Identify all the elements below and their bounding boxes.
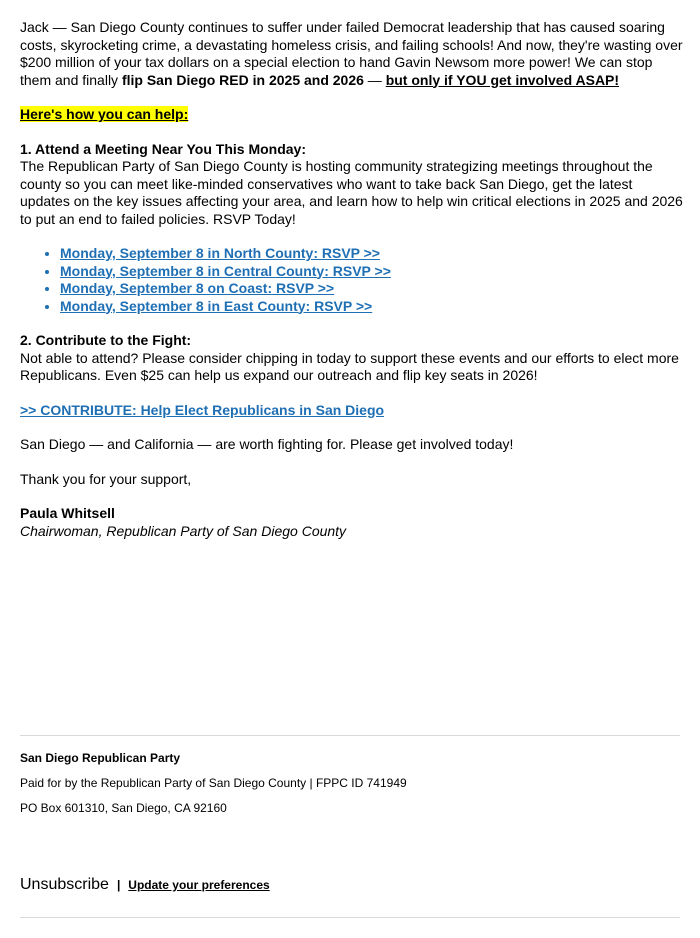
footer-org-name: San Diego Republican Party [20, 751, 181, 765]
footer-separator: | [116, 878, 121, 892]
footer-address-line [20, 800, 680, 818]
contribute-link[interactable]: >> CONTRIBUTE: Help Elect Republicans in San Diego [20, 401, 385, 418]
intro-urgent-text: but only if YOU get involved ASAP! [385, 71, 620, 88]
section1-body: The Republican Party of San Diego County is hosting community strategizing meetings throughout the county so you can meet like-minded conservatives who want to take back San Diego, get the latest updates on the key issues affecting your area, and learn how to help win critical elections in 2025 and 2026 to put an end to failed policies. RSVP Today! [20, 158, 683, 227]
footer-divider-bottom [20, 917, 680, 918]
list-item [60, 298, 685, 316]
signer-title: Chairwoman, Republican Party of San Diego County [20, 522, 347, 539]
rsvp-link-coast[interactable]: Monday, September 8 on Coast: RSVP >> [60, 280, 335, 296]
closing-text: San Diego — and California — are worth fighting for. Please get involved today! [20, 436, 514, 452]
section1-heading: 1. Attend a Meeting Near You This Monday: [20, 140, 306, 157]
rsvp-link-central-county[interactable]: Monday, September 8 in Central County: RSVP >> [60, 262, 391, 279]
update-preferences-link[interactable]: Update your preferences [128, 878, 270, 892]
intro-bold-text: flip San Diego RED in 2025 and 2026 [121, 71, 364, 88]
unsubscribe-link[interactable]: Unsubscribe [20, 876, 109, 893]
contribute-line [20, 402, 685, 420]
section2-heading: 2. Contribute to the Fight: [20, 332, 192, 348]
footer-paid-for-line [20, 775, 680, 793]
list-item [60, 280, 685, 298]
intro-text: Jack — San Diego County continues to suffer under failed Democrat leadership that has caused soaring costs, skyrocketing crime, a devastating homeless crisis, and failing schools! And now, they're wasting over $200 million of your tax dollars on a special election to hand Gavin Newsom more power! We can stop them and finally [20, 19, 683, 88]
footer-address: PO Box 601310, San Diego, CA 92160 [20, 801, 227, 815]
section2-body: Not able to attend? Please consider chipping in today to support these events and our efforts to elect more Republicans. Even $25 can help us expand our outreach and flip key seats in 2026! [20, 349, 679, 383]
rsvp-link-north-county[interactable]: Monday, September 8 in North County: RSVP >> [60, 245, 380, 261]
help-heading: Here's how you can help: [20, 106, 189, 122]
footer-paid-for: Paid for by the Republican Party of San Diego County | FPPC ID 741949 [20, 776, 407, 790]
unsubscribe-row [20, 876, 270, 895]
intro-dash: — [363, 71, 386, 88]
rsvp-link-list [20, 245, 685, 315]
list-item [60, 263, 685, 281]
rsvp-link-east-county[interactable]: Monday, September 8 in East County: RSVP >> [60, 297, 373, 314]
help-heading-line [20, 106, 685, 124]
footer-divider-top [20, 735, 680, 736]
email-body [20, 19, 685, 540]
footer [20, 750, 680, 768]
signer-name: Paula Whitsell [20, 505, 115, 521]
list-item [60, 245, 685, 263]
thanks-text: Thank you for your support, [20, 470, 192, 487]
intro-paragraph [20, 19, 685, 89]
